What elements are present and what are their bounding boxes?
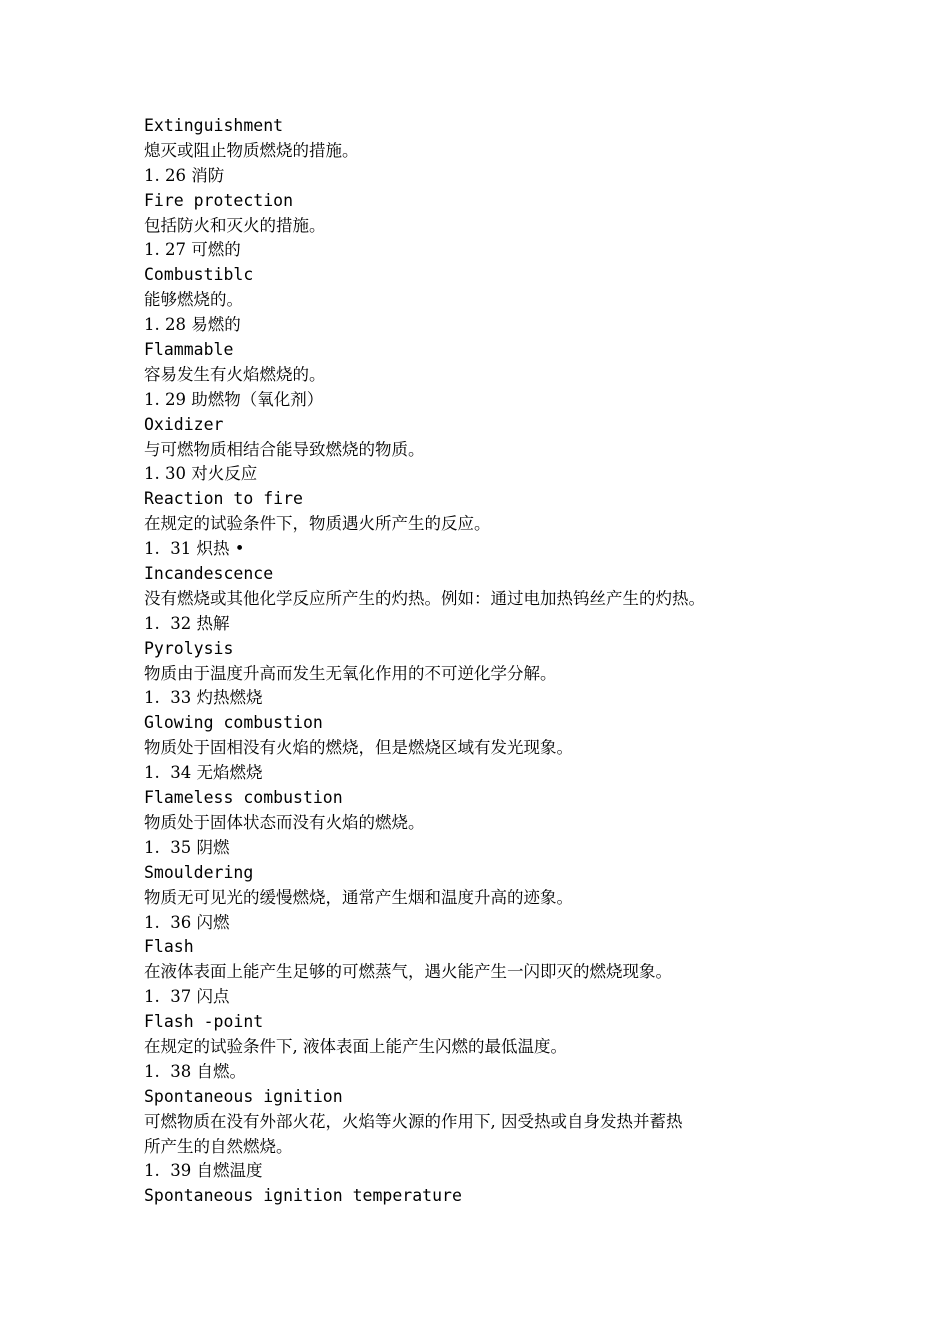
text-line-chinese: 物质无可见光的缓慢燃烧，通常产生烟和温度升高的迹象。 [144,887,573,907]
text-line-chinese: 1. 31 炽热 • [144,539,245,559]
text-line-english: Fire protection [144,190,294,210]
text-line-chinese: 包括防火和灭火的措施。 [144,215,326,235]
text-line-chinese: 熄灭或阻止物质燃烧的措施。 [144,140,359,160]
text-line-english: Oxidizer [144,414,224,434]
text-line-chinese: 1. 36 闪燃 [144,912,230,932]
text-line-english: Flash [144,937,194,957]
text-line-english: Pyrolysis [144,638,234,658]
text-line-chinese: 1. 39 自燃温度 [144,1161,263,1181]
text-line-english: Glowing combustion [144,713,323,733]
text-line-english: Flash -point [144,1012,264,1032]
text-line-chinese: 1. 38 自燃。 [144,1061,246,1081]
text-line-chinese: 在规定的试验条件下, 液体表面上能产生闪燃的最低温度。 [144,1036,567,1056]
text-line-english: Reaction to fire [144,489,303,509]
text-line-chinese: 物质处于固相没有火焰的燃烧，但是燃烧区域有发光现象。 [144,738,573,758]
text-line-chinese: 1. 32 热解 [144,613,230,633]
text-line-english: Extinguishment [144,116,284,135]
text-line-english: Combustiblc [144,265,254,285]
text-line-english: Smouldering [144,862,254,882]
text-line-chinese: 1. 33 灼热燃烧 [144,688,263,708]
text-line-chinese: 1. 37 闪点 [144,987,230,1007]
text-line-chinese: 1. 29 助燃物（氧化剂） [144,389,324,409]
text-line-english: Spontaneous ignition [144,1086,343,1106]
text-line-english: Flammable [144,340,234,360]
text-line-chinese: 所产生的自然燃烧。 [144,1136,293,1156]
text-line-chinese: 能够燃烧的。 [144,290,243,310]
text-line-chinese: 1. 34 无焰燃烧 [144,763,263,783]
text-line-chinese: 1. 35 阴燃 [144,837,230,857]
text-line-chinese: 可燃物质在没有外部火花，火焰等火源的作用下, 因受热或自身发热并蓄热 [144,1111,683,1131]
text-line-chinese: 物质由于温度升高而发生无氧化作用的不可逆化学分解。 [144,663,557,683]
text-line-chinese: 1. 30 对火反应 [144,464,258,484]
text-line-chinese: 在液体表面上能产生足够的可燃蒸气，遇火能产生一闪即灭的燃烧现象。 [144,962,672,982]
text-line-chinese: 1. 27 可燃的 [144,240,241,260]
text-line-chinese: 物质处于固体状态而没有火焰的燃烧。 [144,812,425,832]
text-line-chinese: 1. 26 消防 [144,165,225,185]
text-line-chinese: 在规定的试验条件下，物质遇火所产生的反应。 [144,514,491,534]
text-line-english: Flameless combustion [144,788,343,808]
text-line-english: Spontaneous ignition temperature [144,1186,462,1206]
text-line-chinese: 没有燃烧或其他化学反应所产生的灼热。例如：通过电加热钨丝产生的灼热。 [144,588,705,608]
text-line-english: Incandescence [144,564,274,584]
text-line-chinese: 容易发生有火焰燃烧的。 [144,364,326,384]
document-body [144,114,844,1209]
text-line-chinese: 与可燃物质相结合能导致燃烧的物质。 [144,439,425,459]
text-line-chinese: 1. 28 易燃的 [144,315,241,335]
